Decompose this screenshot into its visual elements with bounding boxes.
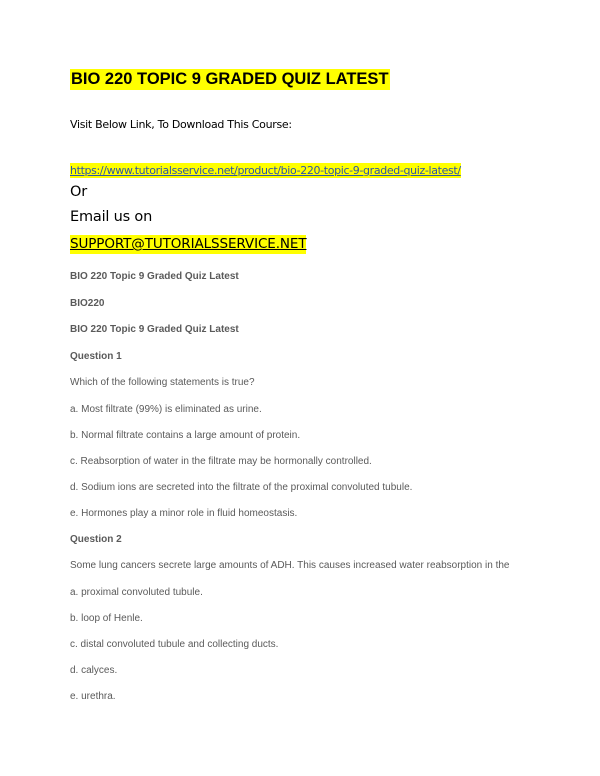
answer-option: d. calyces. bbox=[70, 665, 118, 676]
answer-option: b. Normal filtrate contains a large amount of protein. bbox=[70, 430, 301, 441]
email-label: Email us on bbox=[70, 209, 153, 225]
course-link[interactable]: https://www.tutorialsservice.net/product/bio-220-topic-9-graded-quiz-latest/ bbox=[70, 164, 461, 177]
question-label: Question 2 bbox=[70, 534, 122, 545]
question-text: Some lung cancers secrete large amounts of ADH. This causes increased water reabsorption in the bbox=[70, 560, 510, 571]
answer-option: b. loop of Henle. bbox=[70, 613, 143, 624]
visit-instruction: Visit Below Link, To Download This Course: bbox=[70, 118, 292, 131]
question-label: Question 1 bbox=[70, 351, 122, 362]
course-code: BIO220 bbox=[70, 298, 105, 309]
answer-option: a. proximal convoluted tubule. bbox=[70, 587, 203, 598]
answer-option: e. urethra. bbox=[70, 691, 116, 702]
answer-option: c. distal convoluted tubule and collecting ducts. bbox=[70, 639, 279, 650]
or-text: Or bbox=[70, 184, 87, 200]
document-title: BIO 220 TOPIC 9 GRADED QUIZ LATEST bbox=[71, 70, 389, 88]
answer-option: d. Sodium ions are secreted into the filtrate of the proximal convoluted tubule. bbox=[70, 482, 413, 493]
answer-option: c. Reabsorption of water in the filtrate may be hormonally controlled. bbox=[70, 456, 372, 467]
course-heading: BIO 220 Topic 9 Graded Quiz Latest bbox=[70, 271, 239, 282]
course-heading-repeat: BIO 220 Topic 9 Graded Quiz Latest bbox=[70, 324, 239, 335]
question-text: Which of the following statements is true? bbox=[70, 377, 255, 388]
support-email-link[interactable]: SUPPORT@TUTORIALSSERVICE.NET bbox=[70, 236, 307, 252]
answer-option: e. Hormones play a minor role in fluid homeostasis. bbox=[70, 508, 298, 519]
answer-option: a. Most filtrate (99%) is eliminated as urine. bbox=[70, 404, 262, 415]
